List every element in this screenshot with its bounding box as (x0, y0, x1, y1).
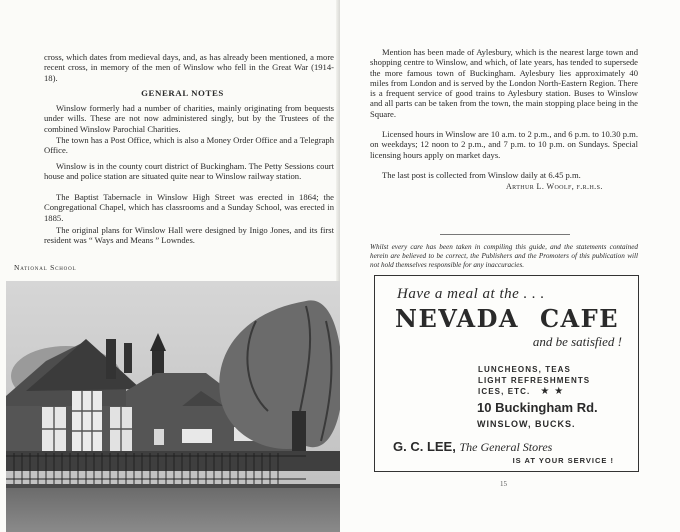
advert-line-luncheons: LUNCHEONS, TEAS (478, 365, 571, 374)
advert-line-refreshments: LIGHT REFRESHMENTS (478, 376, 591, 385)
paragraph-last-post: The last post is collected from Winslow daily at 6.45 p.m. (382, 170, 581, 180)
advert-name-part-2: CAFE (539, 304, 619, 333)
author-signature: Arthur L. Woolf, f.r.h.s. (506, 182, 603, 191)
advert-town: WINSLOW, BUCKS. (477, 419, 576, 429)
advert-line-ices-text: ICES, ETC. (478, 387, 531, 396)
advert-store-name: The General Stores (459, 440, 553, 454)
advert-owner-name: G. C. LEE, (393, 439, 456, 454)
advert-tagline: Have a meal at the . . . (397, 286, 545, 302)
advert-line-ices (478, 386, 618, 397)
section-heading: GENERAL NOTES (141, 88, 224, 98)
page-number: 15 (500, 480, 507, 488)
photo-caption: National School (14, 263, 77, 272)
paragraph-aylesbury: Mention has been made of Aylesbury, which is the nearest large town and shopping centre to Winslow, and which, of late years, has tended to supersede the more famous town of Buckingham. Aylesbury lies approximately 40 miles from London and is served by the London North-Eastern Region. There is a frequent service of good trains to Aylesbury station. Buses to Winslow and all parts can be taken from the town, the main stopping place being in the Square. (370, 47, 638, 119)
advert-offerings (478, 364, 618, 397)
paragraph-licensed-hours: Licensed hours in Winslow are 10 a.m. to 2 p.m., and 6 p.m. to 10.30 p.m. on weekdays; 12 noon to 2 p.m., and 7 p.m. to 10 p.m. on Sundays. Special licensing hours apply on market days. (370, 129, 638, 160)
advert-service: IS AT YOUR SERVICE ! (512, 456, 614, 465)
advert-owner (393, 439, 552, 455)
paragraph-post-office: The town has a Post Office, which is also a Money Order Office and a Telegraph Office. (44, 135, 334, 156)
nevada-cafe-advert (374, 275, 639, 472)
divider-rule (440, 234, 570, 235)
publisher-disclaimer: Whilst every care has been taken in compiling this guide, and the statements contained herein are believed to be correct, the Publishers and the Promoters of this publication will not hold themselves responsible for any inaccuracies. (370, 243, 638, 269)
advert-cafe-name (395, 304, 619, 333)
advert-name-part-1: NEVADA (395, 304, 520, 333)
paragraph-chapels: The Baptist Tabernacle in Winslow High Street was erected in 1864; the Congregational Chapel, which has classrooms and a Sunday School, was erected in 1885. (44, 192, 334, 223)
paragraph-winslow-hall: The original plans for Winslow Hall were designed by Inigo Jones, and its first resident was “ Ways and Means ” Lowndes. (44, 225, 334, 246)
intro-paragraph: cross, which dates from medieval days, and, as has already been mentioned, a more recent cross, in memory of the men of Winslow who fell in the Great War (1914-18). (44, 52, 334, 83)
paragraph-charities: Winslow formerly had a number of charities, mainly originating from bequests under wills. These are not now administered singly, but by the Trustees of the combined Winslow Parochial Charities. (44, 103, 334, 134)
national-school-photo (6, 281, 342, 532)
advert-satisfied: and be satisfied ! (532, 334, 622, 349)
star-icon: ★ ★ (540, 386, 565, 397)
advert-address: 10 Buckingham Rd. (477, 400, 598, 415)
paragraph-court: Winslow is in the county court district of Buckingham. The Petty Sessions court house and police station are situated quite near to Winslow railway station. (44, 161, 334, 182)
